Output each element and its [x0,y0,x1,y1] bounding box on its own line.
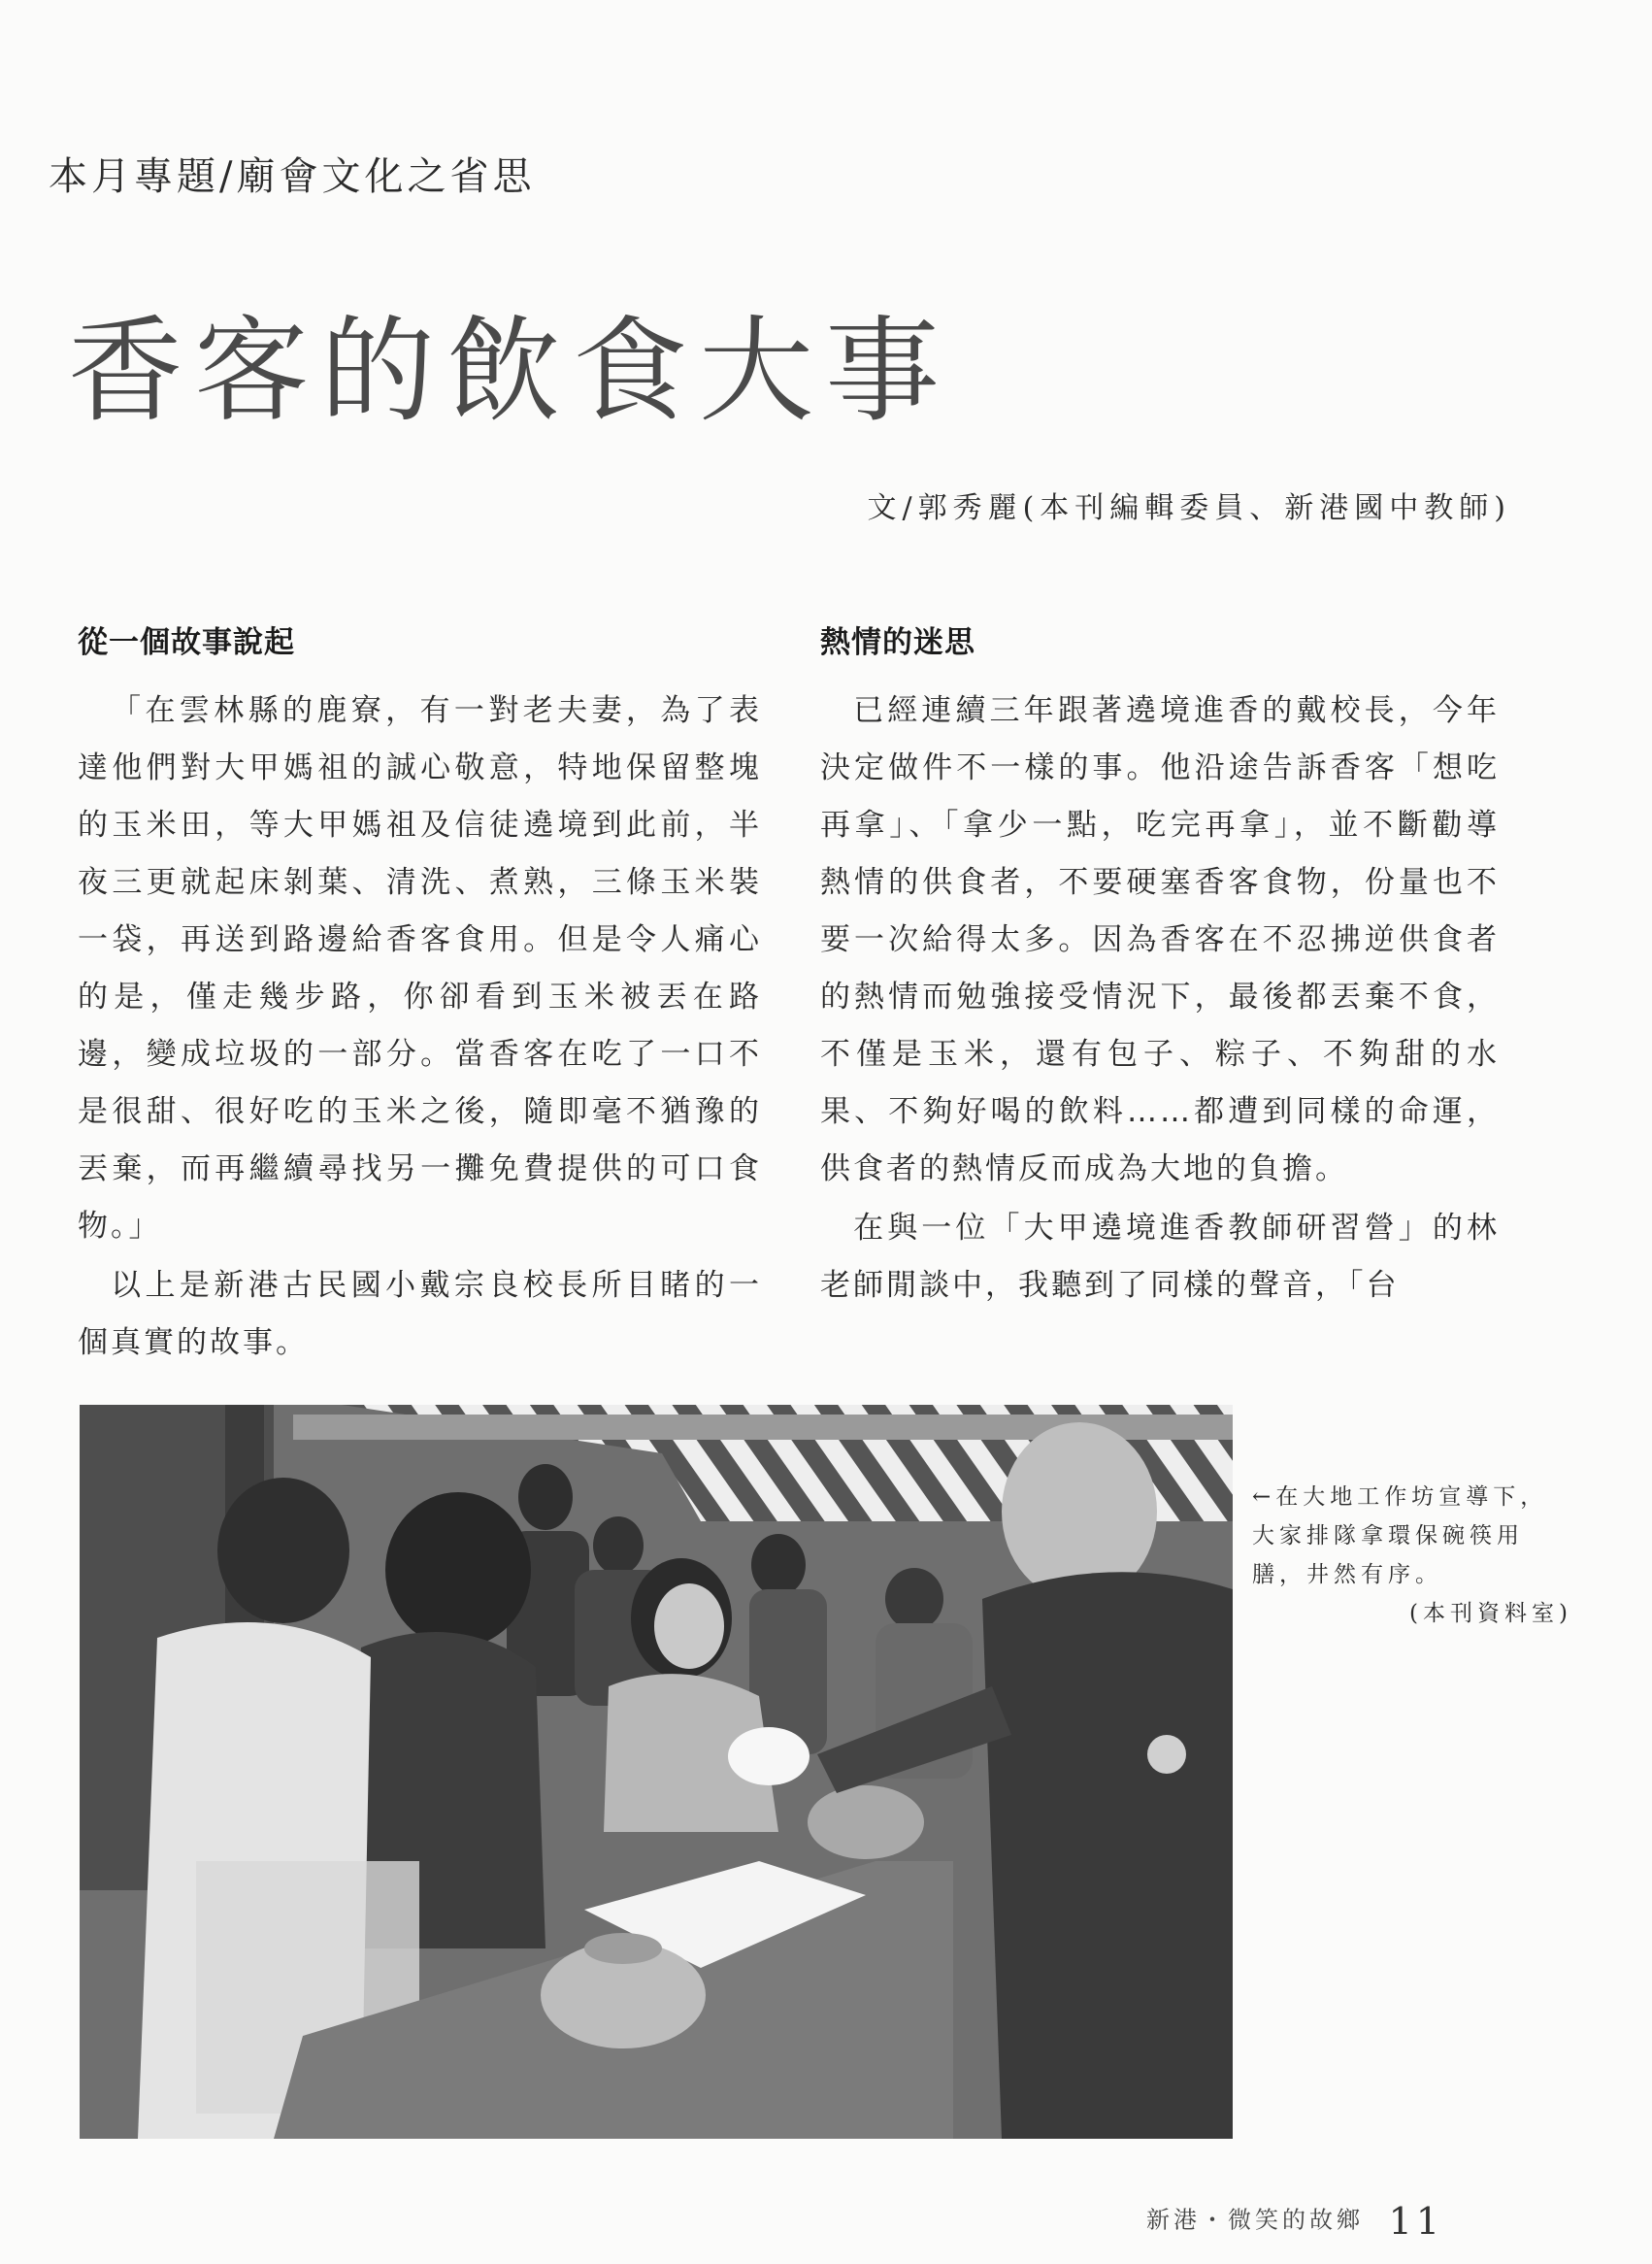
footer-text: 新港・微笑的故鄉 [1146,2206,1364,2234]
left-column [78,617,762,1374]
event-photo [80,1405,1233,2139]
right-paragraph: 在與一位「大甲遶境進香教師研習營」的林老師閒談中，我聽到了同樣的聲音，「台 [820,1211,1500,1303]
page-footer [1146,2200,1443,2243]
article-title: 香客的飲食大事 [68,304,952,438]
right-column [820,617,1500,1316]
photo-caption [1252,1478,1572,1633]
right-heading: 熱情的迷思 [820,625,975,660]
photo-credit: (本刊資料室) [1409,1601,1572,1626]
page-number: 11 [1388,2200,1443,2243]
left-paragraph: 以上是新港古民國小戴宗良校長所目睹的一個真實的故事。 [78,1268,762,1360]
photo-illustration [80,1405,1233,2139]
section-kicker: 本月專題/廟會文化之省思 [49,154,536,199]
byline: 文/郭秀麗(本刊編輯委員、新港國中教師) [867,491,1511,525]
right-paragraph: 已經連續三年跟著遶境進香的戴校長，今年決定做件不一樣的事。他沿途告訴香客「想吃再拿」、「拿少一點，吃完再拿」，並不斷勸導熱情的供食者，不要硬塞香客食物，份量也不要一次給得太多。因為香客在不忍拂逆供食者的熱情而勉強接受情況下，最後都丟棄不食，不僅是玉米，還有包子、粽子、不夠甜的水果、不夠好喝的飲料……都遭到同樣的命運，供食者的熱情反而成為大地的負擔。 [820,693,1500,1186]
caption-text: ←在大地工作坊宣導下，大家排隊拿環保碗筷用膳，井然有序。 [1252,1484,1548,1587]
left-paragraph: 「在雲林縣的鹿寮，有一對老夫妻，為了表達他們對大甲媽祖的誠心敬意，特地保留整塊的玉米田，等大甲媽祖及信徒遶境到此前，半夜三更就起床剝葉、清洗、煮熟，三條玉米裝一袋，再送到路邊給香客食用。但是令人痛心的是，僅走幾步路，你卻看到玉米被丟在路邊，變成垃圾的一部分。當香客在吃了一口不是很甜、很好吃的玉米之後，隨即毫不猶豫的丟棄，而再繼續尋找另一攤免費提供的可口食物。」 [78,693,762,1244]
left-heading: 從一個故事說起 [78,625,295,660]
